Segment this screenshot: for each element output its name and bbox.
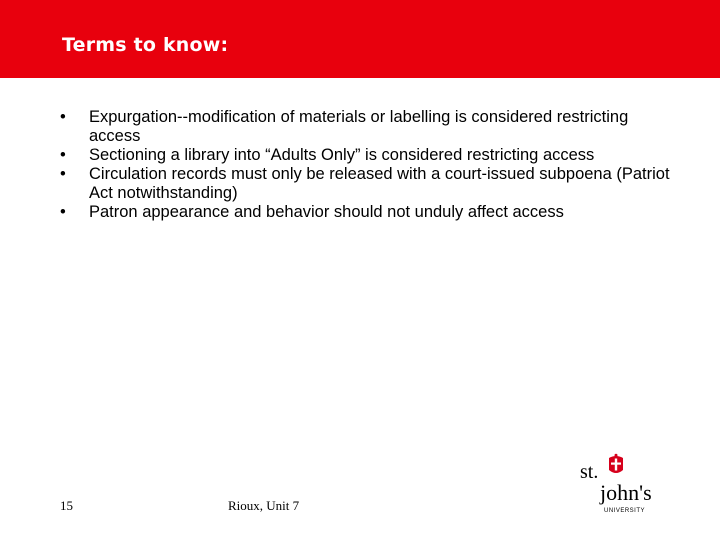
bullet-text: Circulation records must only be released with a court-issued subpoena (Patriot Act notwithstanding)	[89, 165, 670, 202]
footer-author: Rioux, Unit 7	[228, 498, 300, 513]
list-item	[60, 108, 680, 146]
bullet-icon: •	[60, 165, 66, 183]
logo-st-text: st.	[580, 461, 599, 483]
bullet-list	[60, 108, 680, 222]
logo-university-text: UNIVERSITY	[604, 508, 646, 514]
list-item	[60, 165, 680, 203]
list-item	[60, 146, 680, 165]
page-number: 15	[60, 498, 73, 513]
logo-johns-text: john's	[600, 480, 652, 505]
title-bar	[0, 0, 720, 78]
st-johns-logo	[576, 452, 660, 518]
bullet-icon: •	[60, 108, 66, 126]
bullet-text: Patron appearance and behavior should not unduly affect access	[89, 203, 564, 221]
list-item	[60, 203, 680, 222]
bullet-icon: •	[60, 203, 66, 221]
bullet-text: Sectioning a library into “Adults Only” is considered restricting access	[89, 146, 595, 164]
logo-seal-icon	[609, 454, 623, 473]
bullet-icon: •	[60, 146, 66, 164]
slide-title: Terms to know:	[62, 34, 229, 56]
bullet-text: Expurgation--modification of materials or labelling is considered restricting access	[89, 108, 629, 145]
